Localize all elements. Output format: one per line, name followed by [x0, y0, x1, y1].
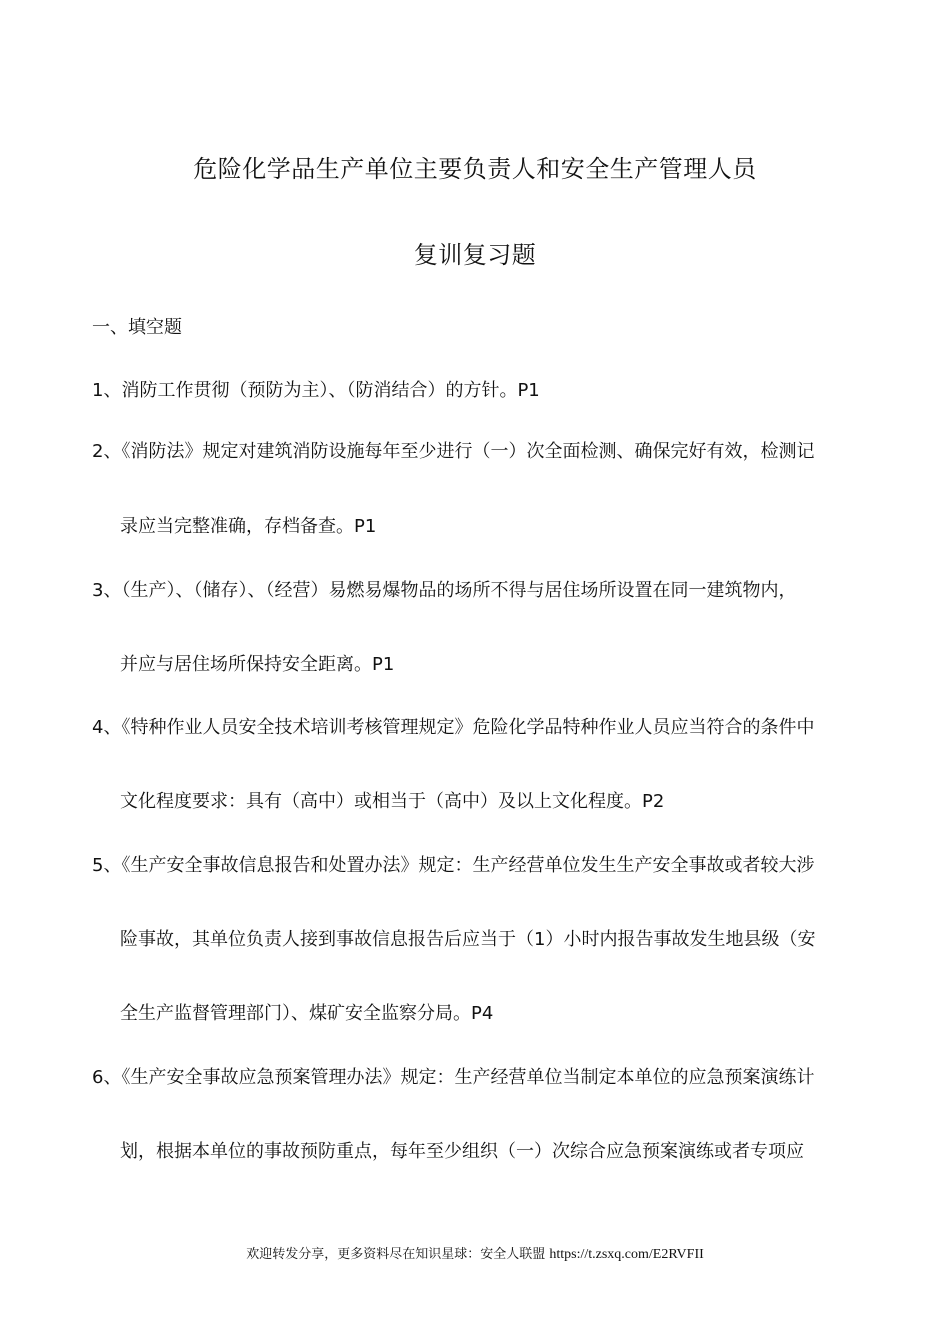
footer-text: 欢迎转发分享，更多资料尽在知识星球：安全人联盟	[246, 1247, 550, 1262]
section-heading: 一、填空题	[92, 317, 182, 338]
question-3-line-1: 3、（生产）、（储存）、（经营）易燃易爆物品的场所不得与居住场所设置在同一建筑物内，	[92, 580, 797, 601]
question-5-line-1: 5、《生产安全事故信息报告和处置办法》规定：生产经营单位发生生产安全事故或者较大涉	[92, 855, 815, 876]
question-4-line-2: 文化程度要求：具有（高中）或相当于（高中）及以上文化程度。P2	[120, 791, 665, 812]
page-footer	[0, 1246, 950, 1264]
document-title-line-2: 复训复习题	[413, 241, 537, 269]
question-5-line-3: 全生产监督管理部门）、煤矿安全监察分局。P4	[120, 1003, 494, 1024]
question-3-line-2: 并应与居住场所保持安全距离。P1	[120, 654, 395, 675]
footer-link[interactable]: https://t.zsxq.com/E2RVFII	[549, 1247, 704, 1262]
question-6-line-2: 划，根据本单位的事故预防重点，每年至少组织（一）次综合应急预案演练或者专项应	[120, 1141, 804, 1162]
document-title-line-1: 危险化学品生产单位主要负责人和安全生产管理人员	[193, 155, 757, 183]
question-6-line-1: 6、《生产安全事故应急预案管理办法》规定：生产经营单位当制定本单位的应急预案演练计	[92, 1067, 815, 1088]
question-2-line-2: 录应当完整准确，存档备查。P1	[120, 516, 377, 537]
question-2-line-1: 2、《消防法》规定对建筑消防设施每年至少进行（一）次全面检测、确保完好有效，检测记	[92, 441, 815, 462]
question-1-line-1: 1、消防工作贯彻（预防为主）、（防消结合）的方针。P1	[92, 380, 540, 401]
question-5-line-2: 险事故，其单位负责人接到事故信息报告后应当于（1）小时内报告事故发生地县级（安	[120, 929, 816, 950]
question-4-line-1: 4、《特种作业人员安全技术培训考核管理规定》危险化学品特种作业人员应当符合的条件中	[92, 717, 815, 738]
